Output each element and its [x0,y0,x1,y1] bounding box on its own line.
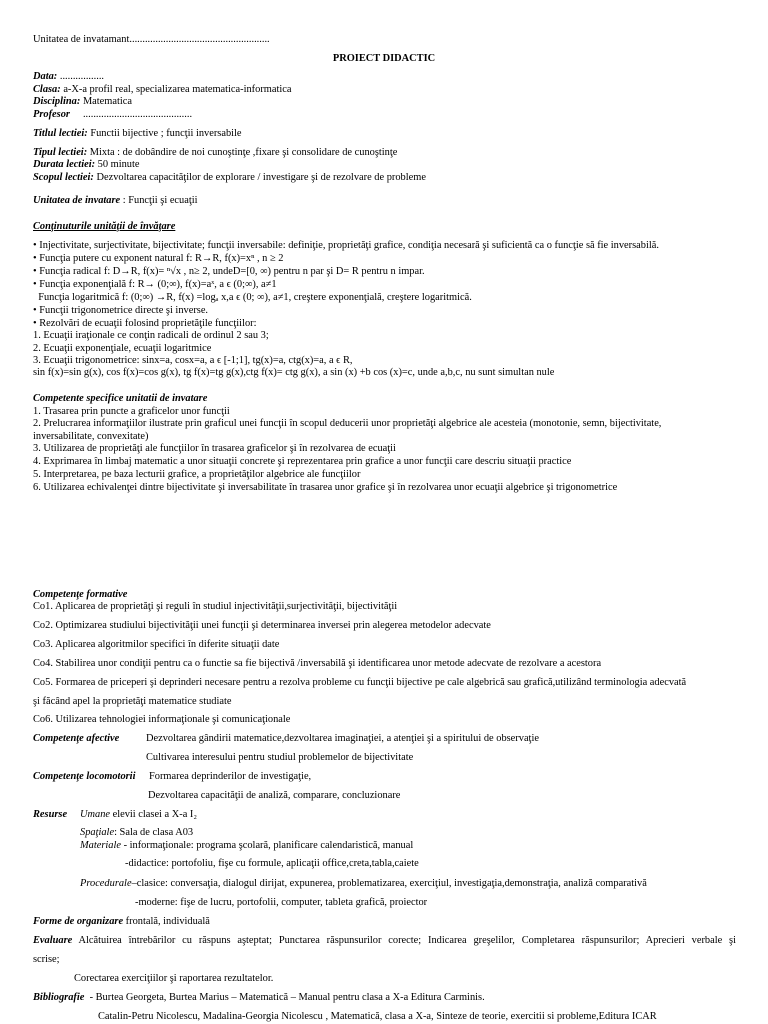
continut-line: • Funcţii trigonometrice directe şi inverse. [33,305,209,316]
umane-line: Umane elevii clasei a X-a I₂ [80,809,198,820]
resurse-label: Resurse [33,809,68,820]
tipul-line: Tipul lectiei: Mixta : de dobândire de noi cunoştinţe ,fixare şi consolidare de cunoştinţe [33,147,398,158]
locomotorii-label: Competenţe locomotorii [33,771,136,782]
spatiale-line: Spaţiale: Sala de clasa A03 [80,827,194,838]
competente-formative-heading: Competenţe formative [33,589,128,600]
evaluare-line: Evaluare Alcătuirea întrebărilor cu răspuns aşteptat; Punctarea răspunsurilor corecte; Indicarea greşelilor, Completarea răspunsurilor; Aprecieri verbale şi [33,935,736,946]
continut-line: sin f(x)=sin g(x), cos f(x)=cos g(x), tg f(x)=tg g(x),ctg f(x)= ctg g(x), a sin (x) +b cos (x)=c, unde a,b,c, nu sunt simultan nule [33,367,555,378]
continut-line: • Funcţia radical f: D→R, f(x)= ⁿ√x , n≥ 2, undeD=[0, ∞) pentru n par şi D= R pentru n impar. [33,266,425,277]
disciplina-line: Disciplina: Matematica [33,96,132,107]
durata-line: Durata lectiei: 50 minute [33,159,140,170]
co4-line: Co4. Stabilirea unor condiţii pentru ca o functie sa fie bijectivă /inversabilă şi identificarea unor metode adecvate de rezolvare a acestora [33,658,602,669]
competenta-line: inversabilitate, convexitate) [33,431,149,442]
didactice-line: -didactice: portofoliu, fişe cu formule, aplicaţii office,creta,tabla,caiete [125,858,419,869]
afective-line: Cultivarea interesului pentru studiul problemelor de bijectivitate [146,752,414,763]
data-line: Data: ................. [33,71,105,82]
school-unit-line: Unitatea de invatamant...................................................... [33,34,270,45]
continut-line: 3. Ecuaţii trigonometrice: sinx=a, cosx=a, a ϵ [-1;1], tg(x)=a, ctg(x)=a, a ϵ R, [33,355,353,366]
profesor-line: Profesor .......................................... [33,109,193,120]
competente-specifice-heading: Competente specifice unitatii de invatare [33,393,208,404]
co2-line: Co2. Optimizarea studiului bijectivităţii unei funcţii şi determinarea inversei prin alegerea metodelor adecvate [33,620,491,631]
co3-line: Co3. Aplicarea algoritmilor specifici în diferite situaţii date [33,639,280,650]
continut-line: • Funcţia exponenţială f: R→ (0;∞), f(x)=aˣ, a ϵ (0;∞), a≠1 [33,279,277,290]
competenta-line: 4. Exprimarea în limbaj matematic a unor situaţii concrete şi reprezentarea prin grafice a unor funcţii care descriu situaţii practice [33,456,572,467]
continut-line: • Funcţia putere cu exponent natural f: R→R, f(x)=xⁿ , n ≥ 2 [33,253,284,264]
clasa-line: Clasa: a-X-a profil real, specializarea matematica-informatica [33,84,292,95]
continut-line: • Rezolvări de ecuaţii folosind proprietăţile funcţiilor: [33,318,257,329]
co1-line: Co1. Aplicarea de proprietăţi şi reguli în studiul injectivităţii,surjectivităţii, bijectivităţii [33,601,398,612]
competenta-line: 1. Trasarea prin puncte a graficelor unor funcţii [33,406,230,417]
co6-line: Co6. Utilizarea tehnologiei informaţionale şi comunicaţionale [33,714,291,725]
continut-line: • Injectivitate, surjectivitate, bijectivitate; funcţii inversabile: definiţie, proprietăţi grafice, condiţia necesară şi suficientă ca o funcţie să fie inversabilă. [33,240,659,251]
procedurale-line: Procedurale–clasice: conversaţia, dialogul dirijat, expunerea, problematizarea, exerciţiul, investigaţia,demonstraţia, analiză comparativă [80,878,647,889]
locomotorii-line: Formarea deprinderilor de investigaţie, [149,771,312,782]
continut-line: 2. Ecuaţii exponenţiale, ecuaţii logaritmice [33,343,212,354]
competenta-line: 6. Utilizarea echivalenţei dintre bijectivitate şi inversabilitate în trasarea unor grafice şi în rezolvarea unor ecuaţii algebrice şi trigonometrice [33,482,618,493]
scopul-line: Scopul lectiei: Dezvoltarea capacităţilor de explorare / investigare şi de rezolvare de probleme [33,172,426,183]
evaluare-continuation: scrise; [33,954,60,965]
competenta-line: 5. Interpretarea, pe baza lecturii grafice, a proprietăţilor algebrice ale funcţiilor [33,469,361,480]
continut-line: 1. Ecuaţii iraţionale ce conţin radicali de ordinul 2 sau 3; [33,330,269,341]
unitatea-line: Unitatea de invatare : Funcţii şi ecuaţii [33,195,198,206]
bibliografie-line: Catalin-Petru Nicolescu, Madalina-Georgia Nicolescu , Matematică, clasa a X-a, Sinteze de teorie, exercitii si probleme,Editura ICAR [98,1011,657,1022]
bibliografie-line: Bibliografie - Burtea Georgeta, Burtea Marius – Matematică – Manual pentru clasa a X-a Editura Carminis. [33,992,485,1003]
evaluare-continuation: Corectarea exerciţiilor şi raportarea rezultatelor. [74,973,274,984]
locomotorii-line: Dezvoltarea capacităţii de analiză, comparare, concluzionare [148,790,401,801]
competenta-line: 2. Prelucrarea informaţiilor ilustrate prin graficul unei funcţii în scopul deducerii unor proprietăţi algebrice ale acesteia (monotonie, semn, bijectivitate, [33,418,662,429]
moderne-line: -moderne: fişe de lucru, portofolii, computer, tableta grafică, proiector [135,897,428,908]
continuturi-heading: Conţinuturile unităţii de învăţare [33,221,176,232]
materiale-line: Materiale - informaţionale: programa şcolară, planificare calendaristică, manual [80,840,414,851]
document-title: PROIECT DIDACTIC [332,53,436,64]
co5-line: Co5. Formarea de priceperi şi deprinderi necesare pentru a rezolva probleme cu funcţii bijective pe cale algebrică sau grafică,utilizând terminologia adecvată [33,677,687,688]
forme-line: Forme de organizare frontală, individuală [33,916,210,927]
continut-line: Funcţia logaritmică f: (0;∞) →R, f(x) =logₐ x,a ϵ (0; ∞), a≠1, creştere exponenţială, creştere logaritmică. [33,292,472,303]
titlul-line: Titlul lectiei: Functii bijective ; funcţii inversabile [33,128,242,139]
competenta-line: 3. Utilizarea de proprietăţi ale funcţiilor în trasarea graficelor şi în rezolvarea de ecuaţii [33,443,396,454]
afective-line: Dezvoltarea gândirii matematice,dezvoltarea imaginaţiei, a atenţiei şi a spiritului de observaţie [146,733,539,744]
afective-label: Competenţe afective [33,733,120,744]
co5-continuation: şi făcând apel la proprietăţi matematice studiate [33,696,232,707]
